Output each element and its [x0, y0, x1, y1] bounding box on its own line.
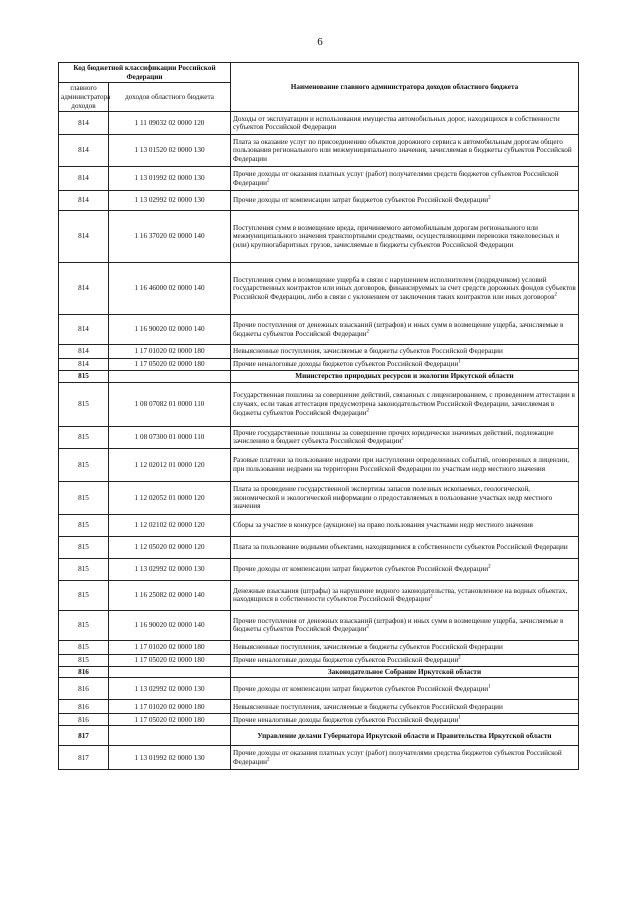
- section-row: [59, 666, 579, 678]
- income-description-cell: [231, 536, 579, 558]
- footnote-marker: 2: [366, 329, 370, 335]
- income-code-cell: [109, 726, 231, 746]
- table-row: [59, 211, 579, 263]
- admin-code-cell: 816: [59, 700, 109, 714]
- income-code-cell: 1 17 05020 02 0000 180: [109, 359, 231, 371]
- admin-code-cell: 815: [59, 426, 109, 448]
- footnote-marker: 2: [266, 178, 270, 184]
- income-code-cell: 1 16 90020 02 0000 140: [109, 315, 231, 345]
- admin-code-cell: 815: [59, 610, 109, 640]
- table-row: [59, 654, 579, 666]
- description-text: Плата за оказание услуг по присоединению объектов дорожного сервиса к автомобильным дорогам общего пользования регионального или межмуниципального значения, зачисляемая в бюджеты субъектов Российской Федерации: [233, 137, 572, 164]
- income-code-cell: 1 17 01020 02 0000 180: [109, 640, 231, 654]
- administrator-name-cell: [231, 371, 579, 383]
- income-code-cell: 1 16 90020 02 0000 140: [109, 610, 231, 640]
- income-code-cell: 1 12 02012 01 0000 120: [109, 448, 231, 481]
- description-text: Прочие государственные пошлины за совершение прочих юридически значимых действий, подлежащие зачислению в бюджет субъекта Российской Федерации: [233, 428, 554, 446]
- admin-code-cell: 814: [59, 112, 109, 135]
- income-code-cell: 1 13 02992 02 0000 130: [109, 558, 231, 580]
- footnote-marker: 1: [488, 684, 491, 690]
- admin-code-cell: 814: [59, 135, 109, 167]
- section-row: [59, 371, 579, 383]
- income-code-cell: 1 13 01992 02 0000 130: [109, 167, 231, 191]
- description-text: Невыясненные поступления, зачисляемые в бюджеты субъектов Российской Федерации: [233, 643, 503, 652]
- description-text: Прочие поступления от денежных взысканий (штрафов) и иных сумм в возмещение ущерба, зачисляемые в бюджеты субъектов Российской Федерации: [233, 321, 564, 338]
- description-text: Разовые платежи за пользование недрами при наступлении определенных событий, оговоренных в лицензии, при пользовании недрами на территории Российской Федерации по участкам недр местного значения: [233, 456, 570, 473]
- description-text: Денежные взыскания (штрафы) за нарушение водного законодательства, установленное на водных объектах, находящихся в собственности субъектов Российской Федерации: [233, 586, 568, 604]
- description-text: Невыясненные поступления, зачисляемые в бюджеты субъектов Российской Федерации: [233, 702, 503, 711]
- income-code-cell: 1 12 02052 01 0000 120: [109, 481, 231, 514]
- table-row: [59, 610, 579, 640]
- income-description-cell: [231, 448, 579, 481]
- description-text: Прочие поступления от денежных взысканий (штрафов) и иных сумм в возмещение ущерба, зачисляемые в бюджеты субъектов Российской Федерации: [233, 616, 564, 634]
- description-text: Прочие доходы от компенсации затрат бюджетов субъектов Российской Федерации: [233, 684, 489, 693]
- income-description-cell: [231, 426, 579, 448]
- footnote-marker: 2: [401, 436, 404, 442]
- income-code-cell: [109, 371, 231, 383]
- administrator-name-cell: [231, 726, 579, 746]
- section-row: [59, 726, 579, 746]
- income-code-cell: 1 16 37020 02 0000 140: [109, 211, 231, 263]
- admin-code-cell: 814: [59, 263, 109, 315]
- description-text: Сборы за участие в конкурсе (аукционе) на право пользования участками недр местного значения: [233, 521, 533, 530]
- name-column-header: Наименование главного администратора доходов областного бюджета: [231, 63, 579, 112]
- income-code-cell: 1 17 05020 02 0000 180: [109, 654, 231, 666]
- code-group-header: Код бюджетной классификации Российской Федерации: [59, 63, 231, 83]
- table-row: [59, 135, 579, 167]
- income-code-cell: 1 16 46000 02 0000 140: [109, 263, 231, 315]
- table-row: [59, 714, 579, 726]
- income-code-cell: 1 13 02992 02 0000 130: [109, 191, 231, 211]
- admin-code-cell: 816: [59, 714, 109, 726]
- admin-code-cell: 814: [59, 167, 109, 191]
- admin-code-cell: 816: [59, 666, 109, 678]
- income-description-cell: [231, 678, 579, 700]
- table-row: [59, 536, 579, 558]
- footnote-marker: 1: [458, 359, 461, 365]
- admin-code-cell: 816: [59, 678, 109, 700]
- admin-code-cell: 814: [59, 315, 109, 345]
- footnote-marker: 2: [488, 195, 491, 201]
- income-description-cell: [231, 211, 579, 263]
- income-description-cell: [231, 359, 579, 371]
- description-text: Поступления сумм в возмещение ущерба в связи с нарушением исполнителем (подрядчиком) условий государственных контрактов или иных договоров, финансируемых за счет средств дорожных фондов субъектов Российской Федерации, либо в связи с уклонением от заключения таких контрактов или иных договоров: [233, 275, 576, 302]
- table-row: [59, 746, 579, 770]
- description-text: Доходы от эксплуатации и использования имущества автомобильных дорог, находящихся в собственности субъектов Российской Федерации: [233, 114, 560, 132]
- admin-code-cell: 814: [59, 191, 109, 211]
- income-description-cell: [231, 610, 579, 640]
- description-text: Невыясненные поступления, зачисляемые в бюджеты субъектов Российской Федерации: [233, 347, 503, 356]
- income-code-cell: 1 13 02992 02 0000 130: [109, 678, 231, 700]
- footnote-marker: 1: [458, 715, 461, 721]
- income-description-cell: [231, 382, 579, 426]
- description-text: Министерство природных ресурсов и экологии Иркутской области: [295, 372, 514, 381]
- description-text: Прочие неналоговые доходы бюджетов субъектов Российской Федерации: [233, 360, 459, 369]
- income-code-cell: 1 13 01520 02 0000 130: [109, 135, 231, 167]
- table-row: [59, 263, 579, 315]
- table-row: [59, 700, 579, 714]
- table-row: [59, 167, 579, 191]
- footnote-marker: 2: [430, 594, 433, 600]
- description-text: Прочие доходы от оказания платных услуг (работ) получателями средства бюджетов субъектов Российской Федерации: [233, 749, 562, 766]
- admin-code-cell: 815: [59, 536, 109, 558]
- income-description-cell: [231, 263, 579, 315]
- description-text: Прочие неналоговые доходы бюджетов субъектов Российской Федерации: [233, 656, 459, 665]
- footnote-marker: 2: [366, 408, 370, 414]
- income-description-cell: [231, 167, 579, 191]
- income-description-cell: [231, 654, 579, 666]
- table-row: [59, 191, 579, 211]
- budget-codes-table: [58, 62, 579, 770]
- income-description-cell: [231, 558, 579, 580]
- description-text: Поступления сумм в возмещение вреда, причиняемого автомобильным дорогам регионального или межмуниципального значения транспортными средствами, осуществляющими перевозки тяжеловесных и (или) крупногабаритных грузов, зачисляемые в бюджеты субъектов Российской Федерации: [233, 223, 560, 250]
- income-code-cell: 1 17 01020 02 0000 180: [109, 345, 231, 359]
- admin-code-cell: 815: [59, 371, 109, 383]
- footnote-marker: 2: [554, 292, 558, 298]
- income-description-cell: [231, 700, 579, 714]
- income-description-cell: [231, 640, 579, 654]
- table-row: [59, 678, 579, 700]
- admin-code-cell: 814: [59, 211, 109, 263]
- table-row: [59, 382, 579, 426]
- income-code-cell: 1 17 05020 02 0000 180: [109, 714, 231, 726]
- admin-code-cell: 814: [59, 359, 109, 371]
- admin-code-cell: 815: [59, 580, 109, 610]
- administrator-name-cell: [231, 666, 579, 678]
- admin-code-cell: 815: [59, 558, 109, 580]
- admin-code-cell: 815: [59, 654, 109, 666]
- income-code-cell: 1 12 05020 02 0000 120: [109, 536, 231, 558]
- income-description-cell: [231, 112, 579, 135]
- description-text: Плата за проведение государственной экспертизы запасов полезных ископаемых, геологической, экономической и экологической информации о предоставляемых в пользование участках недр местного значения: [233, 484, 553, 511]
- description-text: Плата за пользование водными объектами, находящимися в собственности субъектов Российской Федерации: [233, 543, 568, 552]
- table-row: [59, 640, 579, 654]
- table-row: [59, 448, 579, 481]
- description-text: Государственная пошлина за совершение действий, связанных с лицензированием, с проведением аттестации в случаях, если такая аттестация предусмотрена законодательством Российской Федерации, зачисляемая в бюджеты субъектов Российской Федерации: [233, 391, 575, 417]
- table-row: [59, 315, 579, 345]
- income-description-cell: [231, 514, 579, 536]
- table-row: [59, 345, 579, 359]
- table-row: [59, 112, 579, 135]
- table-row: [59, 481, 579, 514]
- description-text: Прочие доходы от оказания платных услуг (работ) получателями средств бюджетов субъектов Российской Федерации: [233, 170, 559, 187]
- income-description-cell: [231, 135, 579, 167]
- income-description-cell: [231, 345, 579, 359]
- admin-code-cell: 817: [59, 746, 109, 770]
- table-row: [59, 426, 579, 448]
- income-description-cell: [231, 746, 579, 770]
- table-row: [59, 558, 579, 580]
- description-text: Управление делами Губернатора Иркутской области и Правительства Иркутской области: [257, 731, 552, 740]
- description-text: Прочие доходы от компенсации затрат бюджетов субъектов Российской Федерации: [233, 565, 489, 574]
- table-row: [59, 359, 579, 371]
- footnote-marker: 2: [458, 655, 461, 661]
- header-row-1: [59, 63, 579, 83]
- admin-code-cell: 814: [59, 345, 109, 359]
- income-code-cell: 1 11 09032 02 0000 120: [109, 112, 231, 135]
- income-code-cell: 1 12 02102 02 0000 120: [109, 514, 231, 536]
- income-code-cell: 1 16 25082 02 0000 140: [109, 580, 231, 610]
- footnote-marker: 2: [366, 624, 370, 630]
- income-description-cell: [231, 580, 579, 610]
- income-description-cell: [231, 481, 579, 514]
- income-description-cell: [231, 714, 579, 726]
- income-code-cell: 1 08 07082 01 0000 110: [109, 382, 231, 426]
- page-number: 6: [317, 36, 323, 48]
- admin-code-cell: 815: [59, 514, 109, 536]
- table-body: [59, 112, 579, 770]
- income-description-cell: [231, 315, 579, 345]
- income-code-cell: 1 17 01020 02 0000 180: [109, 700, 231, 714]
- table-row: [59, 514, 579, 536]
- table-row: [59, 580, 579, 610]
- footnote-marker: 2: [266, 757, 270, 763]
- income-code-cell: 1 08 07300 01 0000 110: [109, 426, 231, 448]
- description-text: Законодательное Собрание Иркутской области: [327, 667, 482, 676]
- income-code-cell: 1 13 01992 02 0000 130: [109, 746, 231, 770]
- description-text: Прочие доходы от компенсации затрат бюджетов субъектов Российской Федерации: [233, 196, 489, 205]
- admin-code-cell: 817: [59, 726, 109, 746]
- admin-code-cell: 815: [59, 382, 109, 426]
- income-code-cell: [109, 666, 231, 678]
- description-text: Прочие неналоговые доходы бюджетов субъектов Российской Федерации: [233, 715, 459, 724]
- admin-code-cell: 815: [59, 640, 109, 654]
- admin-code-cell: 815: [59, 481, 109, 514]
- footnote-marker: 2: [488, 564, 491, 570]
- income-column-header: доходов областного бюджета: [109, 83, 231, 112]
- admin-code-cell: 815: [59, 448, 109, 481]
- income-description-cell: [231, 191, 579, 211]
- admin-column-header: главного администратора доходов: [59, 83, 109, 112]
